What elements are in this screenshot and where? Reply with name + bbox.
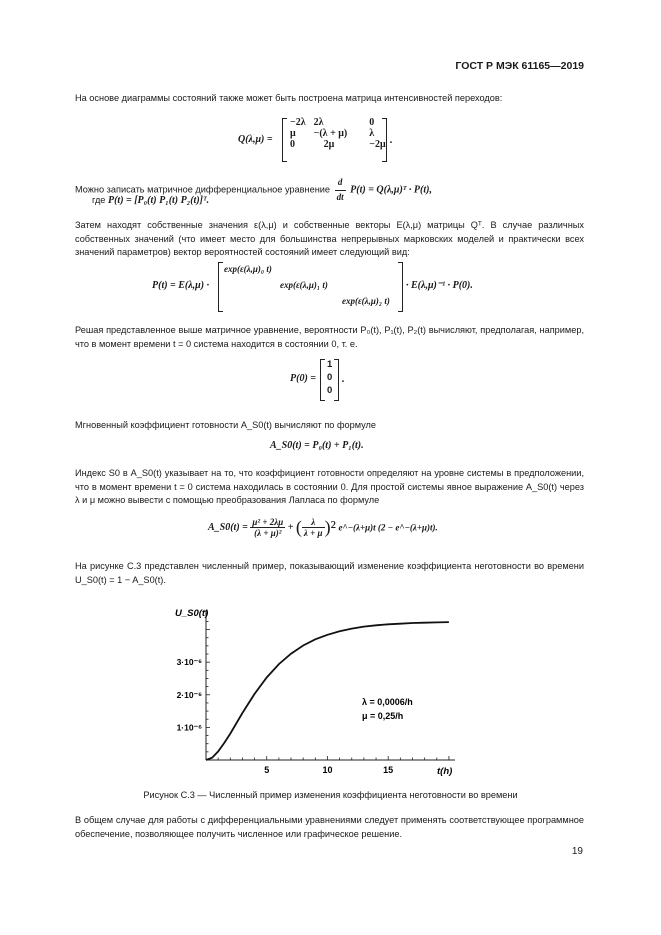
vec-entry: 0 xyxy=(327,372,333,383)
equation-availability: A_S0(t) = P₀(t) + P₁(t). xyxy=(270,440,364,451)
y-tick-label: 3·10⁻⁶ xyxy=(176,657,202,668)
lap-tail: e^−(λ+μ)t (2 − e^−(λ+μ)t). xyxy=(338,522,438,533)
q-cell: 2μ xyxy=(323,139,335,150)
text: В общем случае для работы с дифференциальными уравнениями следует применять соответствующее программное обеспечение, позволяющее получить численное или графическое решение. xyxy=(75,815,584,839)
paragraph-software xyxy=(75,814,584,841)
text: где xyxy=(92,195,106,205)
diag-entry: exp(ε(λ,μ)₁ t) xyxy=(280,280,328,290)
q-cell: 0 xyxy=(369,117,375,128)
y-tick-label: 2·10⁻⁶ xyxy=(176,689,202,700)
paragraph-index xyxy=(75,467,584,508)
series-line xyxy=(206,622,449,760)
q-cell: −2λ xyxy=(290,117,306,128)
equation-laplace xyxy=(208,517,438,538)
paragraph-figure-ref xyxy=(75,560,584,587)
diag-entry: exp(ε(λ,μ)₀ t) xyxy=(224,264,272,274)
lap-num: μ² + 2λμ xyxy=(252,517,284,527)
p0-end: . xyxy=(342,373,345,385)
vector-definition: P(t) = [P₀(t) P₁(t) P₂(t)]ᵀ. xyxy=(107,195,210,206)
x-axis-label: t(h) xyxy=(437,766,453,777)
paragraph-matrix-intro xyxy=(75,92,584,106)
text: Затем находят собственные значения ε(λ,μ) и собственные векторы E(λ,μ) матрицы Qᵀ. В случае различных собственных значений (что имеет место для большинства непрерывных марковских моделей и практически всех значений параметров) вектор вероятностей состояний имеет следующий вид: xyxy=(75,220,584,258)
x-tick-label: 10 xyxy=(322,765,333,775)
paragraph-where xyxy=(92,194,209,208)
lap-plus: + xyxy=(287,522,294,533)
paren-left: ( xyxy=(295,517,302,537)
x-tick-label: 5 xyxy=(264,765,270,775)
deriv-num: d xyxy=(335,176,346,191)
lap-lhs: A_S0(t) = xyxy=(208,522,248,533)
derivative xyxy=(335,176,346,204)
q-matrix xyxy=(286,117,390,150)
q-end: . xyxy=(390,134,393,146)
vec-entry: 1 xyxy=(327,359,333,370)
text: Можно записать матричное дифференциальное уравнение xyxy=(75,184,331,195)
q-lhs: Q(λ,μ) = xyxy=(238,134,273,145)
paragraph-eigen xyxy=(75,219,584,260)
figure-caption: Рисунок С.3 — Численный пример изменения коэффициента неготовности во времени xyxy=(143,790,518,800)
deriv-den: dt xyxy=(336,191,344,202)
q-cell: −2μ xyxy=(369,139,386,150)
diff-equation: P(t) = Q(λ,μ)ᵀ · P(t), xyxy=(350,184,432,196)
left-bracket xyxy=(218,262,223,312)
unavailability-chart xyxy=(165,600,465,785)
lap-inner-fraction xyxy=(302,517,325,538)
q-cell: −(λ + μ) xyxy=(313,128,348,139)
equation-initial-vector xyxy=(290,359,370,403)
lap-inner-den: λ + μ xyxy=(303,528,323,538)
y-tick-label: 1·10⁻⁶ xyxy=(176,722,202,733)
p-lhs: P(t) = E(λ,μ) · xyxy=(152,280,210,291)
annotation-mu: μ = 0,25/h xyxy=(362,711,404,721)
left-bracket xyxy=(320,359,325,401)
standard-header: ГОСТ Р МЭК 61165—2019 xyxy=(455,60,584,72)
annotation-lambda: λ = 0,0006/h xyxy=(362,697,413,707)
vec-entry: 0 xyxy=(327,385,333,396)
q-cell: 0 xyxy=(290,139,295,150)
q-cell: 2λ xyxy=(313,117,324,128)
chart-axes xyxy=(206,610,455,760)
right-bracket xyxy=(398,262,403,312)
y-axis-label: U_S0(t) xyxy=(175,608,209,619)
paragraph-solving xyxy=(75,324,584,351)
lap-fraction xyxy=(250,517,285,538)
text: На основе диаграммы состояний также может быть построена матрица интенсивностей переходов: xyxy=(75,93,503,103)
paragraph-availability xyxy=(75,419,376,433)
equation-state-vector xyxy=(152,262,492,312)
equation-q-matrix xyxy=(238,118,408,164)
lap-inner-num: λ xyxy=(302,517,325,528)
right-bracket xyxy=(382,118,387,162)
chart-series xyxy=(206,622,449,760)
page-number: 19 xyxy=(571,846,583,857)
lap-den: (λ + μ)² xyxy=(254,528,282,538)
right-bracket xyxy=(334,359,339,401)
x-tick-label: 15 xyxy=(383,765,394,775)
paren-right: )² xyxy=(324,517,336,537)
diag-entry: exp(ε(λ,μ)₂ t) xyxy=(342,296,390,306)
q-cell: λ xyxy=(369,128,375,139)
q-cell: μ xyxy=(290,128,296,139)
p-rhs: · E(λ,μ)⁻¹ · P(0). xyxy=(406,280,473,291)
text: Решая представленное выше матричное уравнение, вероятности P₀(t), P₁(t), P₂(t) вычисляют, предполагая, например, что в момент времени t = 0 система находится в состоянии 0, т. е. xyxy=(75,325,584,349)
text: Индекс S0 в A_S0(t) указывает на то, что коэффициент готовности определяют на уровне системы в предположении, что в момент времени t = 0 система находилась в состоянии 0. Для простой системы явное выражение A_S0(t) через λ и μ можно вывести с помощью преобразования Лапласа по формуле xyxy=(75,468,584,506)
p0-lhs: P(0) = xyxy=(290,373,316,384)
text: На рисунке С.3 представлен численный пример, показывающий изменение коэффициента неготовности во времени U_S0(t) = 1 − A_S0(t). xyxy=(75,561,584,585)
text: Мгновенный коэффициент готовности A_S0(t) вычисляют по формуле xyxy=(75,420,377,430)
